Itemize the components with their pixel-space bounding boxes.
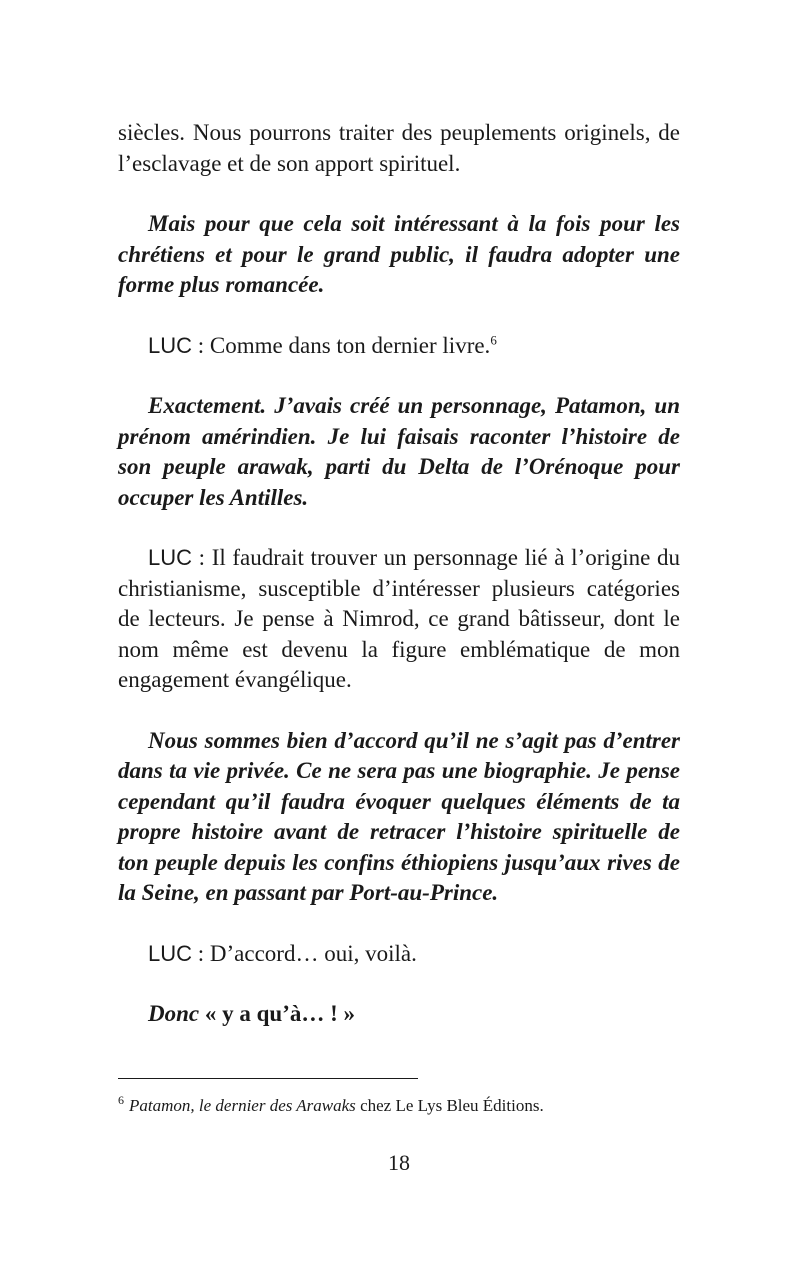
- footnote-publisher: chez Le Lys Bleu Éditions.: [355, 1096, 544, 1115]
- donc-quote: « y a qu’à… ! »: [199, 1001, 356, 1026]
- footnote-divider: [118, 1078, 418, 1079]
- speaker-name: LUC: [148, 332, 193, 358]
- luc-reply-text: : Comme dans ton dernier livre.: [192, 332, 491, 358]
- interviewer-question-3: Nous sommes bien d’accord qu’il ne s’agit pas d’entrer dans ta vie privée. Ce ne sera pas une biographie. Je pense cependant qu’il faudra évoquer quelques éléments de ta propre histoire avant de retracer l’histoire spirituelle de ton peuple depuis les confins éthiopiens jusqu’aux rives de la Seine, en passant par Port-au-Prince.: [118, 727, 680, 905]
- footnote-number: 6: [118, 1093, 124, 1108]
- paragraph-continuation: siècles. Nous pourrons traiter des peuplements originels, de l’esclavage et de son apport spirituel.: [118, 120, 680, 176]
- luc-reply-text: : Il faudrait trouver un personnage lié à l’origine du christianisme, susceptible d’intéresser plusieurs catégories de lecteurs. Je pense à Nimrod, ce grand bâtisseur, dont le nom même est devenu la figure emblématique de mon engagement évangélique.: [118, 545, 680, 692]
- page-body: [118, 118, 680, 1030]
- speaker-name: LUC: [148, 940, 193, 966]
- luc-reply-3: [118, 939, 680, 970]
- interviewer-question-2: Exactement. J’avais créé un personnage, Patamon, un prénom amérindien. Je lui faisais raconter l’histoire de son peuple arawak, parti du Delta de l’Orénoque pour occuper les Antilles.: [118, 393, 680, 510]
- footnote-reference[interactable]: 6: [490, 331, 497, 347]
- luc-reply-1: [118, 331, 680, 362]
- luc-reply-text: : D’accord… oui, voilà.: [192, 940, 417, 966]
- interviewer-question-1: Mais pour que cela soit intéressant à la fois pour les chrétiens et pour le grand public, il faudra adopter une forme plus romancée.: [118, 211, 680, 297]
- interviewer-question-4: [118, 999, 680, 1030]
- footnote: [118, 1094, 680, 1118]
- luc-reply-2: [118, 543, 680, 696]
- speaker-name: LUC: [148, 545, 193, 570]
- footnote-book-title: Patamon, le dernier des Arawaks: [129, 1096, 356, 1115]
- donc-lead: Donc: [148, 1001, 200, 1026]
- page-number: 18: [388, 1150, 410, 1175]
